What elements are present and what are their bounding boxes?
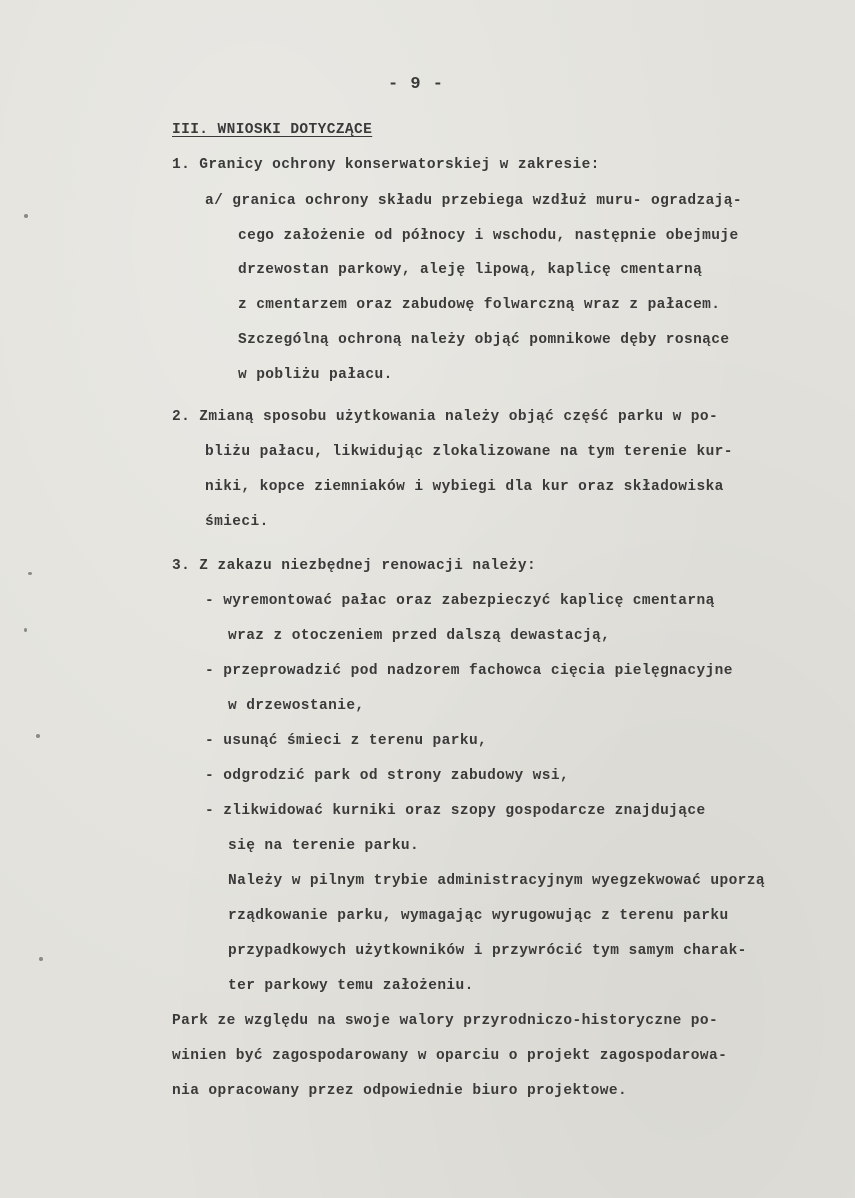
point-1-line: Szczególną ochroną należy objąć pomnikowe dęby rosnące	[238, 332, 730, 348]
point-3-item: wraz z otoczeniem przed dalszą dewastacją,	[228, 628, 611, 644]
point-3-item: - odgrodzić park od strony zabudowy wsi,	[205, 768, 570, 784]
point-1-line: z cmentarzem oraz zabudowę folwarczną wraz z pałacem.	[238, 297, 721, 313]
ink-spot	[24, 214, 28, 218]
point-3-item: - przeprowadzić pod nadzorem fachowca cięcia pielęgnacyjne	[205, 663, 733, 679]
point-3-closing-line: przypadkowych użytkowników i przywrócić tym samym charak-	[228, 943, 747, 959]
point-2-line: 2. Zmianą sposobu użytkowania należy objąć część parku w po-	[172, 409, 719, 425]
ink-spot	[24, 628, 27, 632]
point-3-item: - usunąć śmieci z terenu parku,	[205, 733, 488, 749]
point-2-line: bliżu pałacu, likwidując zlokalizowane na tym terenie kur-	[205, 444, 733, 460]
point-1-line: a/ granica ochrony składu przebiega wzdłuż muru- ogradzają-	[205, 193, 742, 209]
ink-spot	[28, 572, 32, 575]
page-number: - 9 -	[388, 75, 445, 94]
final-paragraph-line: Park ze względu na swoje walory przyrodniczo-historyczne po-	[172, 1013, 719, 1029]
point-3-item: - wyremontować pałac oraz zabezpieczyć kaplicę cmentarną	[205, 593, 715, 609]
point-3-item: - zlikwidować kurniki oraz szopy gospodarcze znajdujące	[205, 803, 706, 819]
final-paragraph-line: winien być zagospodarowany w oparciu o projekt zagospodarowa-	[172, 1048, 728, 1064]
point-3-item: się na terenie parku.	[228, 838, 420, 854]
final-paragraph-line: nia opracowany przez odpowiednie biuro projektowe.	[172, 1083, 628, 1099]
point-3-title: 3. Z zakazu niezbędnej renowacji należy:	[172, 558, 537, 574]
point-3-closing-line: Należy w pilnym trybie administracyjnym wyegzekwować uporzą	[228, 873, 765, 889]
ink-spot	[39, 957, 43, 961]
point-3-closing-line: rządkowanie parku, wymagając wyrugowując z terenu parku	[228, 908, 729, 924]
section-heading: III. WNIOSKI DOTYCZĄCE	[172, 122, 373, 138]
point-3-item: w drzewostanie,	[228, 698, 365, 714]
ink-spot	[36, 734, 40, 738]
point-1-line: cego założenie od północy i wschodu, następnie obejmuje	[238, 228, 739, 244]
point-1-line: w pobliżu pałacu.	[238, 367, 393, 383]
point-2-line: niki, kopce ziemniaków i wybiegi dla kur oraz składowiska	[205, 479, 724, 495]
point-1-line: drzewostan parkowy, aleję lipową, kaplicę cmentarną	[238, 262, 703, 278]
point-1-title: 1. Granicy ochrony konserwatorskiej w zakresie:	[172, 157, 600, 173]
point-2-line: śmieci.	[205, 514, 269, 530]
point-3-closing-line: ter parkowy temu założeniu.	[228, 978, 474, 994]
